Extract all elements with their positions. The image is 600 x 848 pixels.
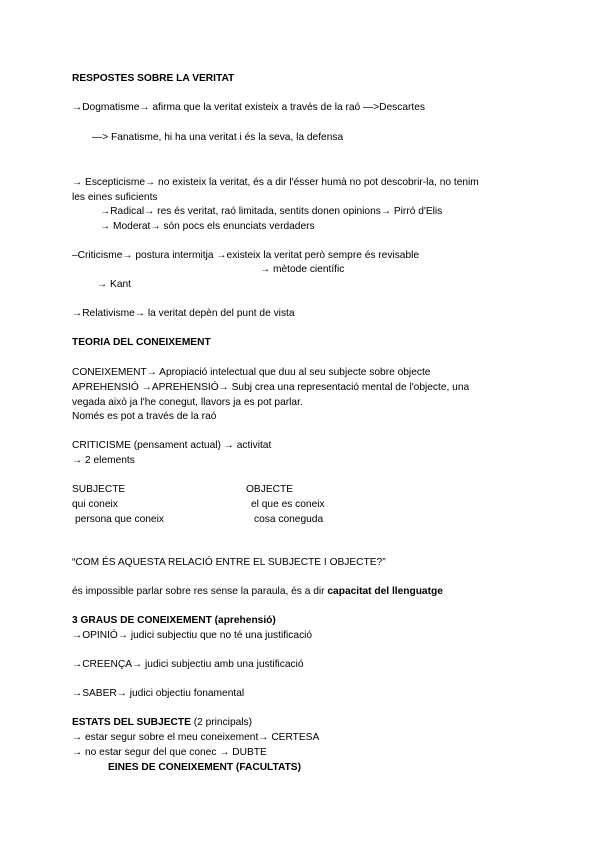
heading-estats: [72, 716, 252, 729]
column-header-objecte: OBJECTE: [246, 484, 293, 495]
line-llenguatge: [72, 585, 443, 598]
line-coneixement: CONEIXEMENT→ Apropiació intelectual que duu al seu subjecte sobre objecte: [72, 367, 431, 378]
subjecte-item: persona que coneix: [75, 514, 164, 525]
line-certesa: → estar segur sobre el meu coneixement→ CERTESA: [72, 732, 320, 743]
heading-teoria-coneixement: TEORIA DEL CONEIXEMENT: [72, 337, 211, 348]
line-dubte: → no estar segur del que conec → DUBTE: [72, 747, 267, 758]
heading-graus: 3 GRAUS DE CONEIXEMENT (aprehensió): [72, 615, 276, 626]
estats-note: (2 principals): [190, 717, 253, 728]
line-creenca: →CREENÇA→ judici subjectiu amb una justificació: [72, 659, 304, 670]
line-opinio: →OPINIÓ→ judici subjectiu que no té una justificació: [72, 630, 313, 641]
line-radical: →Radical→ res és veritat, raó limitada, sentits donen opinions→ Pirró d'Elis: [100, 206, 443, 217]
line-relativisme: →Relativisme→ la veritat depèn del punt de vista: [72, 308, 295, 319]
line-pregunta: “COM ÉS AQUESTA RELACIÓ ENTRE EL SUBJECTE I OBJECTE?”: [72, 557, 386, 568]
line-saber: →SABER→ judici objectiu fonamental: [72, 688, 245, 699]
line-moderat: → Moderat→ són pocs els enunciats verdaders: [100, 221, 315, 232]
line-escepticisme-cont: les eines suficients: [72, 192, 158, 203]
line-aprehensio: APREHENSIÓ →APREHENSIÓ→ Subj crea una representació mental de l'objecte, una: [72, 382, 470, 393]
line-fanatisme: —> Fanatisme, hi ha una veritat i és la seva, la defensa: [92, 132, 344, 143]
line-kant: → Kant: [97, 279, 131, 290]
line-criticisme: –Criticisme→ postura intermitja →existeix la veritat però sempre és revisable: [72, 250, 420, 261]
line-2-elements: → 2 elements: [72, 455, 135, 466]
llenguatge-text: és impossible parlar sobre res sense la paraula, és a dir: [72, 586, 328, 597]
subjecte-item: qui coneix: [72, 499, 118, 510]
column-header-subjecte: SUBJECTE: [72, 484, 126, 495]
objecte-item: cosa coneguda: [254, 514, 324, 525]
objecte-item: el que es coneix: [251, 499, 325, 510]
llenguatge-bold: capacitat del llenguatge: [327, 586, 443, 597]
line-criticisme-actual: CRITICISME (pensament actual) → activitat: [72, 440, 272, 451]
line-dogmatisme: →Dogmatisme→ afirma que la veritat existeix a través de la raó —>Descartes: [72, 102, 426, 113]
heading-eines: EINES DE CONEIXEMENT (FACULTATS): [108, 762, 301, 773]
line-escepticisme: → Escepticisme→ no existeix la veritat, és a dir l'ésser humà no pot descobrir-la, no tenim: [72, 177, 479, 188]
line-rao: Només es pot a través de la raó: [72, 411, 217, 422]
heading-respostes: RESPOSTES SOBRE LA VERITAT: [72, 73, 235, 84]
line-aprehensio-cont: vegada això ja l'he conegut, llavors ja es pot parlar.: [72, 397, 303, 408]
line-metode-cientific: → mètode científic: [260, 264, 345, 275]
estats-title: ESTATS DEL SUBJECTE: [72, 717, 191, 728]
